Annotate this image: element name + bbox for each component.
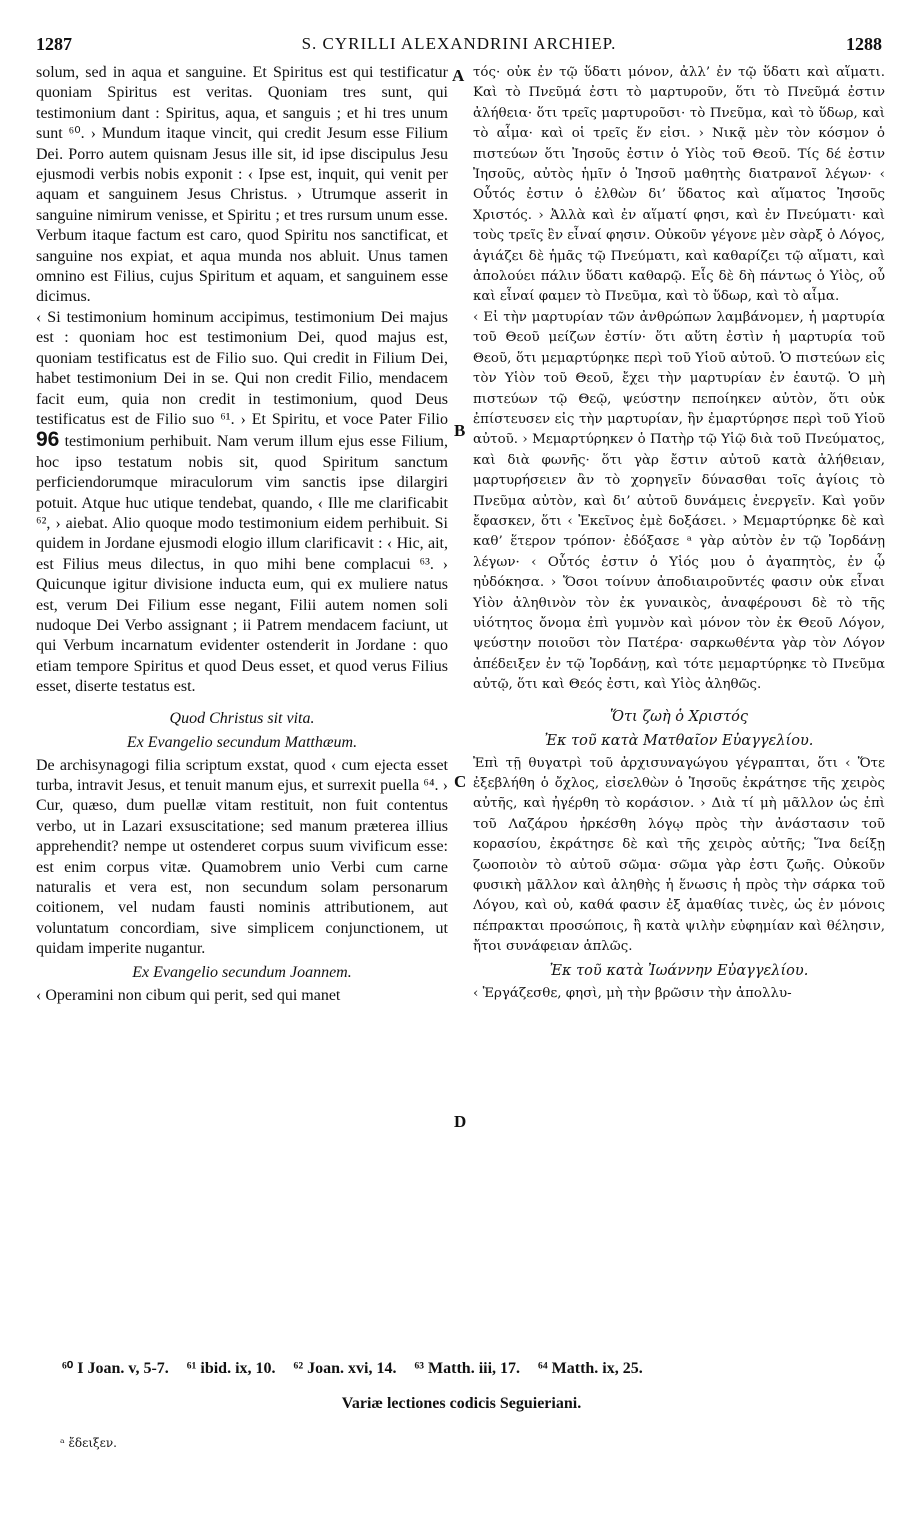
greek-subheading-matthew: Ἐκ τοῦ κατὰ Ματθαῖον Εὐαγγελίου. (544, 732, 814, 749)
latin-paragraph-2-end: testimonium perhibuit. Nam verum illum ejus esse Filium, hoc ipso testatum nobis sit, quod Spiritum sanctum perficiendorumque miraculorum vim sanctis ipse dilargiri potuit. Atque huc utique tendebat, quando, ‹ Ille me clarificabit ⁶², › aiebat. Alio quoque modo testimonium eidem perhibuit. Si quidem in Jordane ejusmodi elogio illum clarificavit : ‹ Hic, ait, est Filius meus dilectus, in quo mihi bene complacui ⁶³. › Quicunque igitur divisione inducta eum, qui ex muliere natus est, verum Dei Filium esse negant, Filii autem nomen soli nudoque Dei Verbo assignant ; ii Patrem mendacem faciunt, ut qui Verbum incarnatum evidenter ostenderit in Jordane : quo etiam tempore Spiritus et quod Deus esset, et quod verus Filius esset, diserte testatus est. (36, 433, 448, 696)
latin-section-heading: Quod Christus sit vita. (169, 709, 315, 727)
column-number: 96 (36, 428, 60, 452)
footnote-62: ⁶² Joan. xvi, 14. (293, 1360, 397, 1377)
footnotes (62, 1358, 862, 1378)
variant-reading: ᵃ ἔδειξεν. (60, 1436, 117, 1450)
footnote-60: ⁶⁰ I Joan. v, 5-7. (62, 1360, 169, 1377)
running-header (36, 34, 882, 58)
latin-column (36, 63, 448, 1006)
latin-subheading-john: Ex Evangelio secundum Joannem. (132, 963, 352, 981)
greek-subheading-john: Ἐκ τοῦ κατὰ Ἰωάννην Εὐαγγελίου. (549, 962, 809, 979)
margin-marker-c: C (454, 772, 467, 791)
footnote-64: ⁶⁴ Matth. ix, 25. (538, 1360, 643, 1377)
greek-paragraph-4: ‹ Ἐργάζεσθε, φησὶ, μὴ τὴν βρῶσιν τὴν ἀπολλυ- (473, 985, 792, 1001)
latin-paragraph-3: De archisynagogi filia scriptum exstat, quod ‹ cum ejecta esset turba, intravit Jesus, et tenuit manum ejus, et surrexit puella ⁶⁴. › Cur, quæso, dum puellæ vitam restituit, non fuit contentus verbo, ut in Lazari exsuscitatione; sed manum præterea illius apprehendit? nempe ut ostenderet corpus suum vivificum esse: est enim corpus vitæ. Quamobrem unio Verbi cum carne naturalis et vera est, non secundum solam personarum coitionem, vel nudam fausti nominis attributionem, aut voluntatum concordiam, sive simplicem conjunctionem, ut quidam imperite nugantur. (36, 756, 448, 958)
latin-paragraph-2-start: ‹ Si testimonium hominum accipimus, testimonium Dei majus est : quoniam hoc est testimonium Dei, quod majus est, quoniam testificatus est de Filio suo. Qui credit in Filium Dei, habet testimonium Dei in se. Qui non credit Filio, mendacem facit eum, quia non credit in testimonium, quod Deus testificatus est de Filio suo ⁶¹. › Et Spiritu, et voce Pater Filio (36, 308, 448, 428)
right-page-number: 1288 (846, 34, 882, 54)
latin-paragraph-2 (36, 308, 448, 698)
greek-paragraph-2: ‹ Εἰ τὴν μαρτυρίαν τῶν ἀνθρώπων λαμβάνομεν, ἡ μαρτυρία τοῦ Θεοῦ μείζων ἐστίν· ὅτι αὕτη ἐστὶν ἡ μαρτυρία τοῦ Θεοῦ, ὅτι μεμαρτύρηκε περὶ τοῦ Υἱοῦ αὐτοῦ. Ὁ πιστεύων εἰς τὸν Υἱὸν τοῦ Θεοῦ, ἔχει τὴν μαρτυρίαν ἐν ἑαυτῷ. Ὁ μὴ πιστεύων τῷ Θεῷ, ψεύστην πεποίηκεν αὐτὸν, ὅτι οὐκ ἐπίστευσεν εἰς τὴν μαρτυρίαν, ἣν ἐμαρτύρησε περὶ τοῦ Υἱοῦ αὐτοῦ. › Μεμαρτύρηκεν ὁ Πατὴρ τῷ Υἱῷ διὰ τοῦ Πνεύματος, καὶ διὰ φωνῆς· ὅτι γὰρ ἔστιν αὐτοῦ κατὰ ἀλήθειαν, μαρτυρήσειεν ἂν τὸ χορηγεῖν δύνασθαι τοῖς ἁγίοις τὸ Πνεῦμα αὐτὸν, καὶ δι’ αὐτοῦ δυνάμεις ἐνεργεῖν. Καὶ γοῦν ἔφασκεν, ὅτι ‹ Ἐκεῖνος ἐμὲ δοξάσει. › Μεμαρτύρηκε δὲ καὶ καθ’ ἕτερον τρόπον· ἐδόξασε ᵃ γὰρ αὐτὸν ἐν τῷ Ἰορδάνῃ λέγων· ‹ Οὗτός ἐστιν ὁ Υἱός μου ὁ ἀγαπητὸς, ἐν ᾧ ηὐδόκησα. › Ὅσοι τοίνυν ἀποδιαιροῦντές φασιν οὐκ εἶναι Υἱὸν ἀληθινὸν τὸν ἐκ γυναικὸς, ἀναφέρουσι δὲ τὸ τῆς υἱότητος ὄνομα ἐπὶ γυμνὸν καὶ μόνον τὸν ἐκ Θεοῦ Λόγον, ψεύστην ποιοῦσι τὸν Πατέρα· σαρκωθέντα γὰρ τὸν Λόγον ἀπέδειξεν ἐν τῷ Ἰορδάνῃ, καὶ τότε μεμαρτύρηκε τὸ Πνεῦμα αὐτῷ, ὅτι καὶ Θεός ἐστι, καὶ Υἱὸς ἀληθῶς. (473, 309, 885, 693)
greek-section-heading: Ὅτι ζωὴ ὁ Χριστός (610, 708, 748, 725)
variant-readings-title: Variæ lectiones codicis Seguieriani. (341, 1395, 582, 1412)
margin-marker-b: B (454, 421, 466, 440)
left-page-number: 1287 (36, 34, 72, 54)
latin-subheading-matthew: Ex Evangelio secundum Matthæum. (126, 733, 358, 751)
margin-marker-a: A (452, 66, 465, 85)
greek-paragraph-3: Ἐπὶ τῇ θυγατρὶ τοῦ ἀρχισυναγώγου γέγραπται, ὅτι ‹ Ὅτε ἐξεβλήθη ὁ ὄχλος, εἰσελθὼν ὁ Ἰησοῦς ἐκράτησε τῆς χειρὸς αὐτῆς, καὶ ἠγέρθη τὸ κοράσιον. › Διὰ τί μὴ μᾶλλον ὡς ἐπὶ τοῦ Λαζάρου ἠρκέσθη λόγῳ πρὸς τὴν ἀνάστασιν τοῦ κορασίου, ἐκράτησε δὲ καὶ τῆς χειρὸς αὐτῆς; Ἵνα δείξῃ ζωοποιὸν τὸ αὐτοῦ σῶμα· σῶμα γὰρ ἐστι ζωῆς. Οὐκοῦν φυσικὴ μᾶλλον καὶ ἀληθὴς ἡ ἕνωσις ἡ πρὸς τὴν σάρκα τοῦ Λόγου, καὶ οὐ, καθά φασιν ἐξ ἀμαθίας τινὲς, ὡς ἐν μόνοις πέπρακται προσώποις, ἢ κατὰ ψιλὴν εὐφημίαν καὶ θέλησιν, ἤτοι συνάφειαν ἁπλῶς. (473, 755, 885, 955)
running-title: S. CYRILLI ALEXANDRINI ARCHIEP. (301, 34, 617, 53)
greek-paragraph-1: τός· οὐκ ἐν τῷ ὕδατι μόνον, ἀλλ’ ἐν τῷ ὕδατι καὶ αἵματι. Καὶ τὸ Πνεῦμά ἐστι τὸ μαρτυροῦν, ὅτι τὸ Πνεῦμά ἐστιν ἀλήθεια· ὅτι τρεῖς μαρτυροῦσι· τὸ Πνεῦμα, καὶ τὸ ὕδωρ, καὶ τὸ αἷμα· καὶ οἱ τρεῖς ἕν εἰσι. › Νικᾷ μὲν τὸν κόσμον ὁ πιστεύων ὅτι Ἰησοῦς ἐστιν ὁ Υἱὸς τοῦ Θεοῦ. Τίς δέ ἐστιν Ἰησοῦς, αὐτὸς ἡμῖν ὁ Ἰησοῦ μαθητὴς διατρανοῖ λέγων· ‹ Οὗτός ἐστιν ὁ ἐλθὼν δι’ ὕδατος καὶ αἵματος Ἰησοῦς Χριστός. › Ἀλλὰ καὶ ἐν αἵματί φησι, καὶ ἐν Πνεύματι· καὶ τοὺς τρεῖς ἓν εἶναί φησιν. Οὐκοῦν γέγονε μὲν σὰρξ ὁ Λόγος, ἁγιάζει δὲ ἡμᾶς τῷ Πνεύματι, καὶ καθαρίζει τῷ αἵματι, καὶ ἀπολούει πάλιν ὕδατι καθαρῷ. Εἷς δὲ δὴ πάντως ὁ Υἱὸς, οὗ καὶ εἶναί φαμεν τὸ Πνεῦμα, καὶ τὸ ὕδωρ, καὶ τὸ αἷμα. (473, 65, 885, 305)
footnote-63: ⁶³ Matth. iii, 17. (414, 1360, 521, 1377)
latin-paragraph-1: solum, sed in aqua et sanguine. Et Spiritus est qui testificatur quoniam Spiritus est veritas. Quoniam tres sunt, qui testimonium dant : Spiritus, aqua, et sanguis ; et hi tres unum sunt ⁶⁰. › Mundum itaque vincit, qui credit Jesum esse Filium Dei. Porro autem quisnam Jesus ille sit, id ipse discipulus Jesu ejusmodi verbis nobis exponit : ‹ Ipse est, inquit, qui venit per aquam et sanguinem Jesus Christus. › Utrumque asserit in sanguine nimirum venisse, et Spiritu ; et tres rursum unum esse. Verbum itaque factum est caro, quod Spiritu nos sanctificat, et sanguine nos expiat, et aqua munda nos abluit. Unus tamen omnino est Filius, cujus Spiritum et aquam, et sanguinem esse dicimus. (36, 64, 448, 306)
greek-column (473, 63, 885, 1004)
latin-paragraph-4: ‹ Operamini non cibum qui perit, sed qui manet (36, 986, 341, 1004)
margin-marker-d: D (454, 1112, 467, 1131)
footnote-61: ⁶¹ ibid. ix, 10. (186, 1360, 276, 1377)
